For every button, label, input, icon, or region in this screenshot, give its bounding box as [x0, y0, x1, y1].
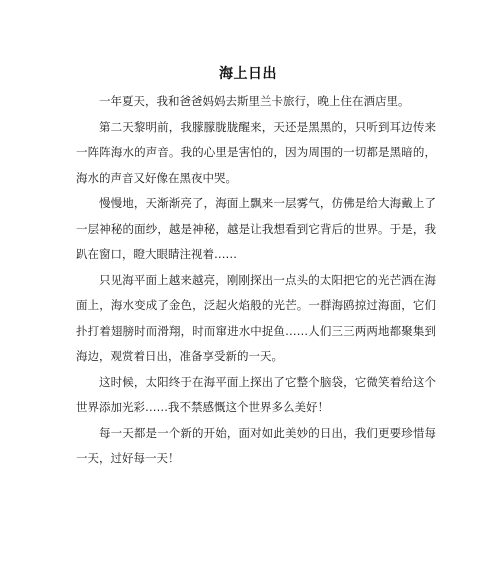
document-title: 海上日出: [219, 66, 277, 82]
paragraph-6: 每一天都是一个新的开始，面对如此美妙的日出，我们更要珍惜每一天，过好每一天！: [76, 425, 436, 465]
paragraph-4: 只见海平面上越来越亮，刚刚探出一点头的太阳把它的光芒洒在海面上，海水变成了金色，泛起火焰般的光芒。一群海鸥掠过海面，它们扑打着翅膀时而滑翔，时而窜进水中捉鱼……人们三三两两地都聚集到海边，观赏着日出，准备享受新的一天。: [76, 272, 436, 363]
paragraph-5: 这时候，太阳终于在海平面上探出了它整个脑袋，它微笑着给这个世界添加光彩……我不禁感慨这个世界多么美好！: [76, 374, 436, 414]
document-body: [76, 89, 436, 472]
paragraph-1: 一年夏天，我和爸爸妈妈去斯里兰卡旅行，晚上住在酒店里。: [99, 94, 410, 108]
paragraph-2: 第二天黎明前，我朦朦胧胧醒来，天还是黑黑的，只听到耳边传来一阵阵海水的声音。我的心里是害怕的，因为周围的一切都是黑暗的，海水的声音又好像在黑夜中哭。: [76, 119, 436, 185]
paragraph-3: 慢慢地，天渐渐亮了，海面上飘来一层雾气，仿佛是给大海戴上了一层神秘的面纱，越是神秘，越是让我想看到它背后的世界。于是，我趴在窗口，瞪大眼睛注视着……: [76, 196, 436, 261]
